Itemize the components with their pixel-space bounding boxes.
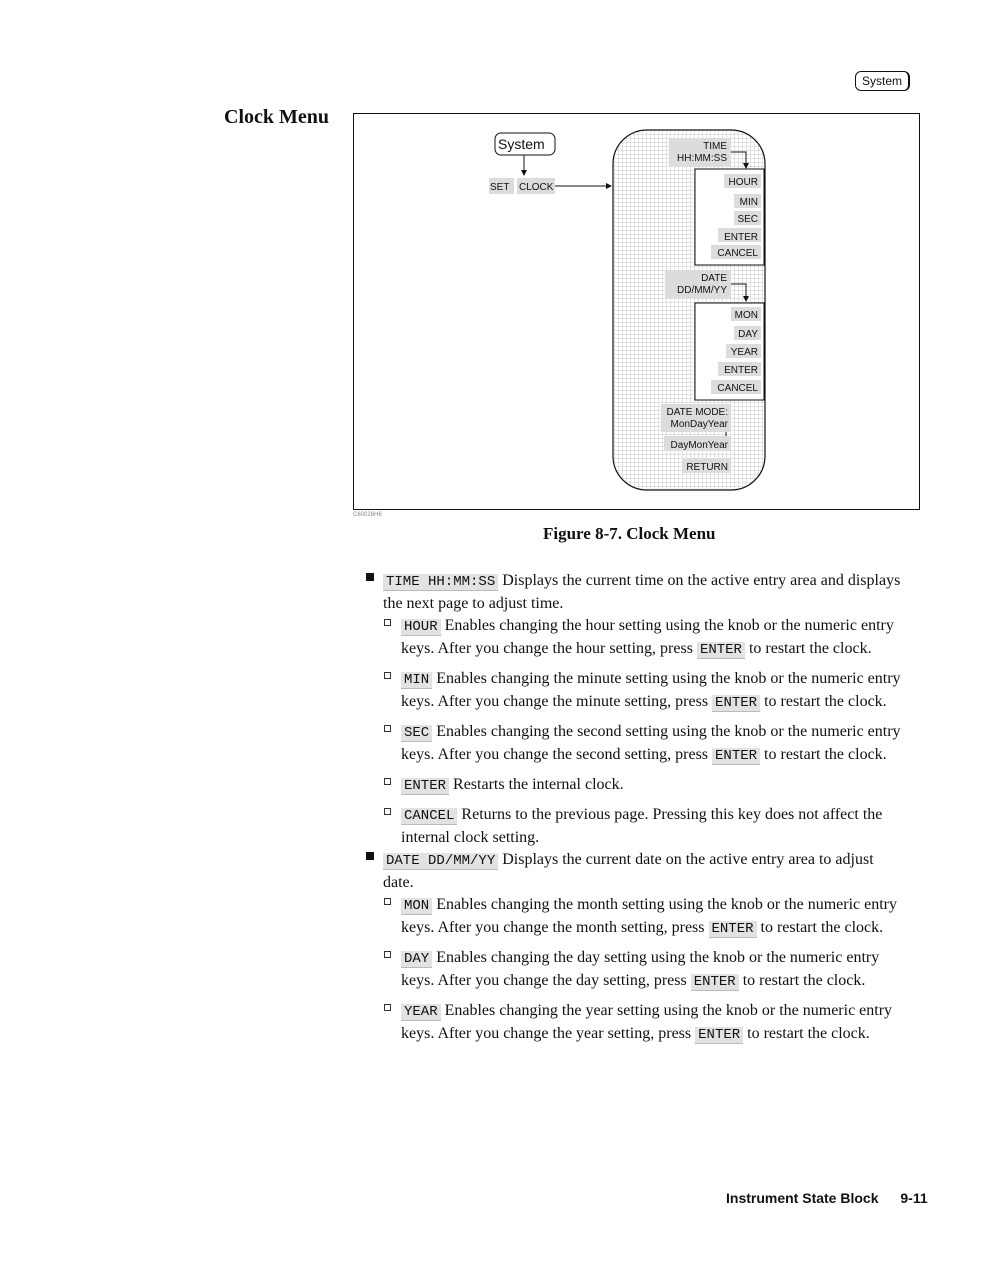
key-day: DAY bbox=[401, 951, 432, 968]
time-key-l2: HH:MM:SS bbox=[677, 153, 727, 164]
menu-diagram bbox=[354, 114, 919, 509]
key-enter: ENTER bbox=[401, 778, 449, 795]
tail-mon: to restart the clock. bbox=[760, 919, 884, 936]
footer-section-name: Instrument State Block bbox=[726, 1190, 879, 1206]
item-year bbox=[366, 1000, 906, 1046]
key-time: TIME HH:MM:SS bbox=[383, 574, 498, 591]
clock-label: CLOCK bbox=[519, 182, 554, 193]
key-hour: HOUR bbox=[401, 619, 441, 636]
bullet-box-icon bbox=[384, 619, 391, 626]
return-key: RETURN bbox=[686, 462, 728, 473]
text-day: Enables changing the day setting using the knob or the numeric entry keys. After you change the day setting, press bbox=[401, 949, 880, 989]
text-sec: Enables changing the second setting using the knob or the numeric entry keys. After you change the second setting, press bbox=[401, 723, 901, 763]
text-mon: Enables changing the month setting using the knob or the numeric entry keys. After you change the month setting, press bbox=[401, 896, 898, 936]
section-title: Clock Menu bbox=[224, 106, 329, 128]
key-date: DATE DD/MM/YY bbox=[383, 853, 498, 870]
time-sub-enter: ENTER bbox=[724, 232, 758, 243]
text-cancel: Returns to the previous page. Pressing this key does not affect the internal clock setting. bbox=[401, 806, 883, 846]
bullet-square-icon bbox=[366, 852, 374, 860]
figure-id: C60028H6 bbox=[353, 512, 382, 518]
date-key-l2: DD/MM/YY bbox=[677, 285, 727, 296]
page-footer bbox=[726, 1190, 928, 1206]
item-time bbox=[366, 570, 906, 614]
key-min-enter: ENTER bbox=[712, 695, 760, 712]
key-mon-enter: ENTER bbox=[709, 921, 757, 938]
time-key-l1: TIME bbox=[703, 141, 727, 152]
bullet-box-icon bbox=[384, 951, 391, 958]
tail-year: to restart the clock. bbox=[747, 1025, 870, 1042]
text-year: Enables changing the year setting using the knob or the numeric entry keys. After you change the year setting, press bbox=[401, 1002, 893, 1042]
key-hour-enter: ENTER bbox=[697, 642, 745, 659]
tail-min: to restart the clock. bbox=[764, 693, 887, 710]
key-day-enter: ENTER bbox=[691, 974, 739, 991]
text-date: Displays the current date on the active entry area to adjust date. bbox=[383, 851, 874, 891]
time-sub-cancel: CANCEL bbox=[717, 248, 758, 259]
key-mon: MON bbox=[401, 898, 432, 915]
bullet-square-icon bbox=[366, 573, 374, 581]
tail-sec: to restart the clock. bbox=[764, 746, 887, 763]
figure-caption: Figure 8-7. Clock Menu bbox=[543, 524, 716, 543]
text-min: Enables changing the minute setting using the knob or the numeric entry keys. After you change the minute setting, press bbox=[401, 670, 901, 710]
date-key-l1: DATE bbox=[701, 273, 727, 284]
tail-day: to restart the clock. bbox=[742, 972, 866, 989]
date-mode-alt: DayMonYear bbox=[670, 440, 728, 451]
item-date bbox=[366, 849, 906, 893]
text-time: Displays the current time on the active entry area and displays the next page to adjust time. bbox=[383, 572, 901, 612]
text-enter: Restarts the internal clock. bbox=[453, 776, 624, 793]
item-sec bbox=[366, 721, 906, 767]
clock-menu-figure bbox=[353, 113, 920, 510]
text-hour: Enables changing the hour setting using the knob or the numeric entry keys. After you change the hour setting, press bbox=[401, 617, 894, 657]
date-sub-enter: ENTER bbox=[724, 365, 758, 376]
date-sub-cancel: CANCEL bbox=[717, 383, 758, 394]
time-sub-min: MIN bbox=[739, 197, 758, 208]
key-cancel: CANCEL bbox=[401, 808, 457, 825]
item-day bbox=[366, 947, 906, 993]
time-sub-sec: SEC bbox=[737, 214, 758, 225]
item-hour bbox=[366, 615, 906, 661]
bullet-box-icon bbox=[384, 778, 391, 785]
bullet-box-icon bbox=[384, 808, 391, 815]
bullet-box-icon bbox=[384, 725, 391, 732]
date-sub-year: YEAR bbox=[730, 347, 758, 358]
footer-page-number: 9-11 bbox=[900, 1190, 928, 1206]
key-sec-enter: ENTER bbox=[712, 748, 760, 765]
tail-hour: to restart the clock. bbox=[748, 640, 872, 657]
date-sub-mon: MON bbox=[734, 310, 758, 321]
time-sub-hour: HOUR bbox=[728, 177, 758, 188]
bullet-box-icon bbox=[384, 672, 391, 679]
description-list bbox=[366, 570, 906, 1046]
system-key-label: System bbox=[498, 136, 545, 152]
item-enter bbox=[366, 774, 906, 797]
bullet-box-icon bbox=[384, 898, 391, 905]
key-min: MIN bbox=[401, 672, 432, 689]
key-year: YEAR bbox=[401, 1004, 441, 1021]
key-sec: SEC bbox=[401, 725, 432, 742]
item-min bbox=[366, 668, 906, 714]
set-label: SET bbox=[490, 182, 510, 193]
date-mode-l2: MonDayYear bbox=[670, 419, 728, 430]
item-mon bbox=[366, 894, 906, 940]
date-mode-l1: DATE MODE: bbox=[666, 407, 728, 418]
system-key-header: System bbox=[855, 71, 910, 91]
bullet-box-icon bbox=[384, 1004, 391, 1011]
key-year-enter: ENTER bbox=[695, 1027, 743, 1044]
item-cancel bbox=[366, 804, 906, 848]
date-sub-day: DAY bbox=[738, 329, 758, 340]
